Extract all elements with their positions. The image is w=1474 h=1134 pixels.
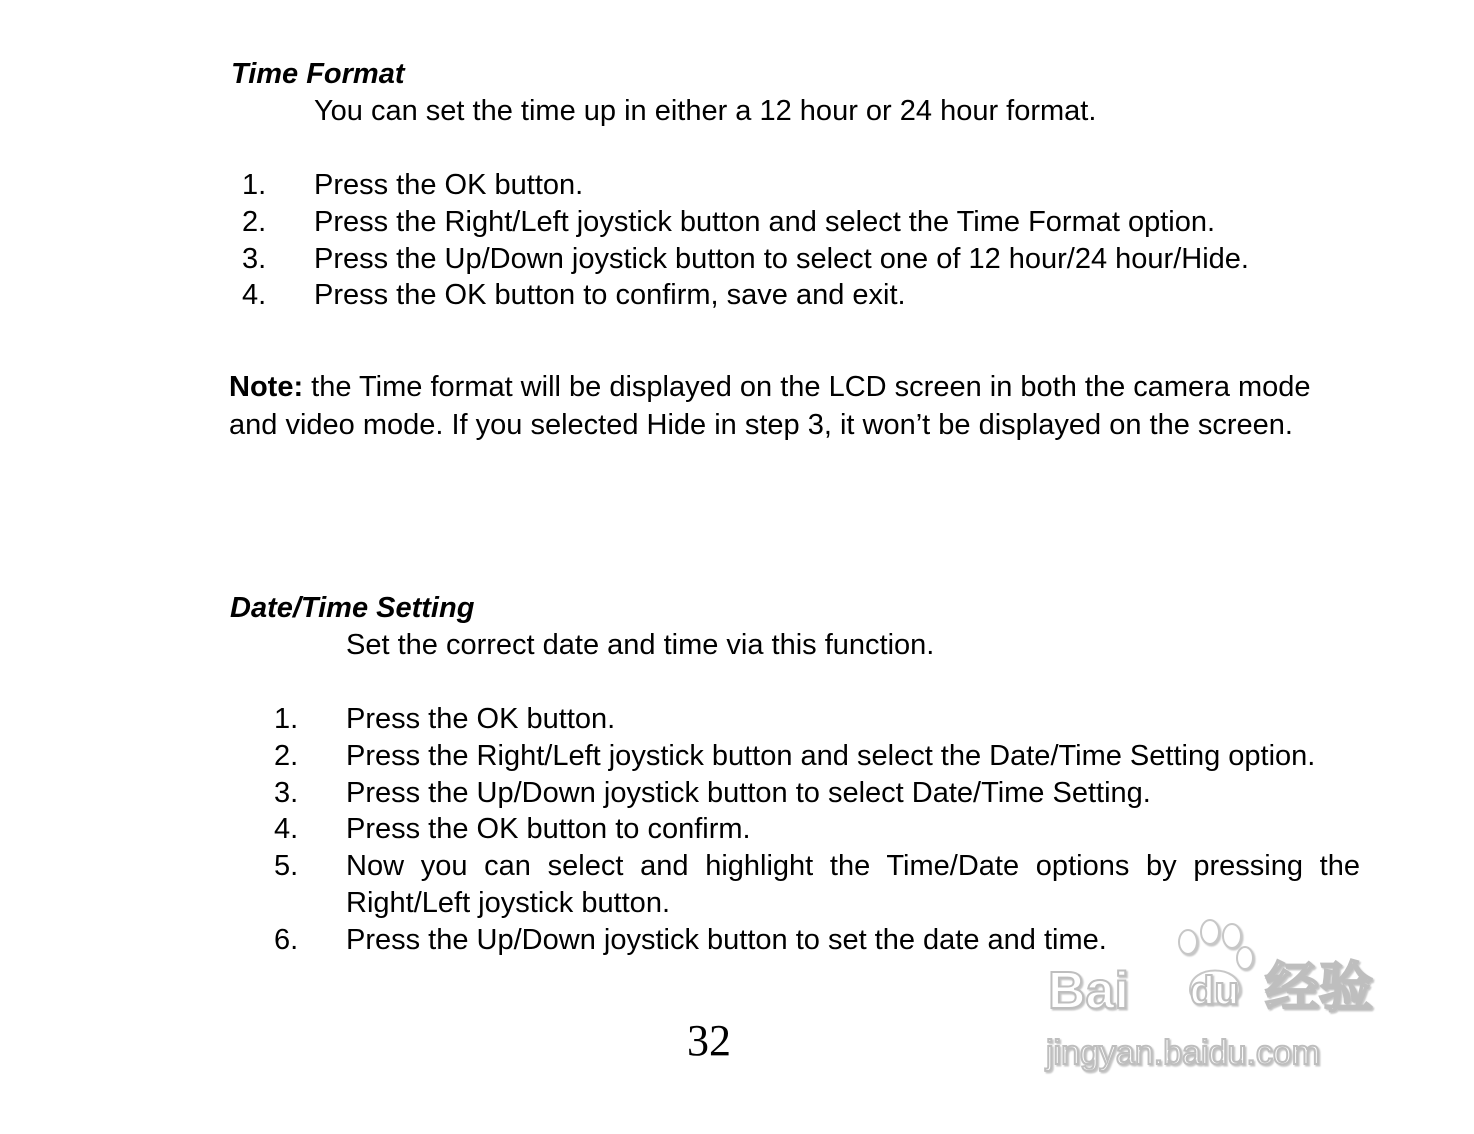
step-text: Press the Right/Left joystick button and select the Date/Time Setting option. — [346, 739, 1316, 772]
step-text: Press the OK button. — [314, 169, 584, 201]
step-text: Now you can select and highlight the Time/Date options by pressing the Right/Left joystick button. — [346, 850, 1360, 919]
list-item — [242, 277, 1382, 314]
baidu-watermark — [1040, 912, 1390, 1082]
step-text: Press the Up/Down joystick button to select one of 12 hour/24 hour/Hide. — [314, 242, 1249, 275]
list-item — [274, 775, 1360, 812]
watermark-brand-latin: Bai — [1048, 962, 1129, 1020]
step-text: Press the Up/Down joystick button to set the date and time. — [346, 923, 1107, 956]
list-item — [274, 738, 1360, 775]
step-number: 3. — [242, 242, 267, 275]
watermark-url: jingyan.baidu.com — [1046, 1034, 1321, 1072]
step-number: 6. — [274, 923, 299, 956]
step-text: Press the OK button to confirm. — [346, 813, 751, 846]
step-number: 2. — [242, 205, 267, 238]
list-item — [274, 811, 1360, 848]
note-label: Note: — [229, 371, 304, 403]
watermark-brand-du: du — [1190, 969, 1239, 1013]
page-number: 32 — [687, 1016, 731, 1065]
list-item — [242, 167, 1382, 204]
list-item — [274, 848, 1360, 922]
note-text: the Time format will be displayed on the LCD screen in both the camera mode and video mode. If you selected Hide in step 3, it won’t be displayed on the screen. — [229, 371, 1311, 441]
step-number: 1. — [274, 703, 299, 735]
step-number: 5. — [274, 850, 299, 883]
list-item — [274, 701, 1360, 738]
step-number: 4. — [242, 279, 267, 312]
time-format-steps — [242, 167, 1382, 314]
step-number: 1. — [242, 169, 267, 201]
list-item — [242, 241, 1382, 278]
step-number: 4. — [274, 813, 299, 846]
step-text: Press the OK button to confirm, save and exit. — [314, 279, 906, 312]
time-format-intro: You can set the time up in either a 12 hour or 24 hour format. — [314, 95, 1097, 127]
date-time-intro: Set the correct date and time via this function. — [346, 629, 935, 661]
step-number: 2. — [274, 739, 299, 772]
step-text: Press the OK button. — [346, 703, 616, 735]
watermark-brand-cjk: 经验 — [1265, 956, 1373, 1019]
step-number: 3. — [274, 776, 299, 809]
time-format-note — [229, 369, 1349, 444]
step-text: Press the Right/Left joystick button and select the Time Format option. — [314, 205, 1216, 238]
list-item — [242, 204, 1382, 241]
time-format-heading: Time Format — [231, 58, 405, 90]
step-text: Press the Up/Down joystick button to select Date/Time Setting. — [346, 776, 1151, 809]
date-time-heading: Date/Time Setting — [230, 592, 475, 624]
